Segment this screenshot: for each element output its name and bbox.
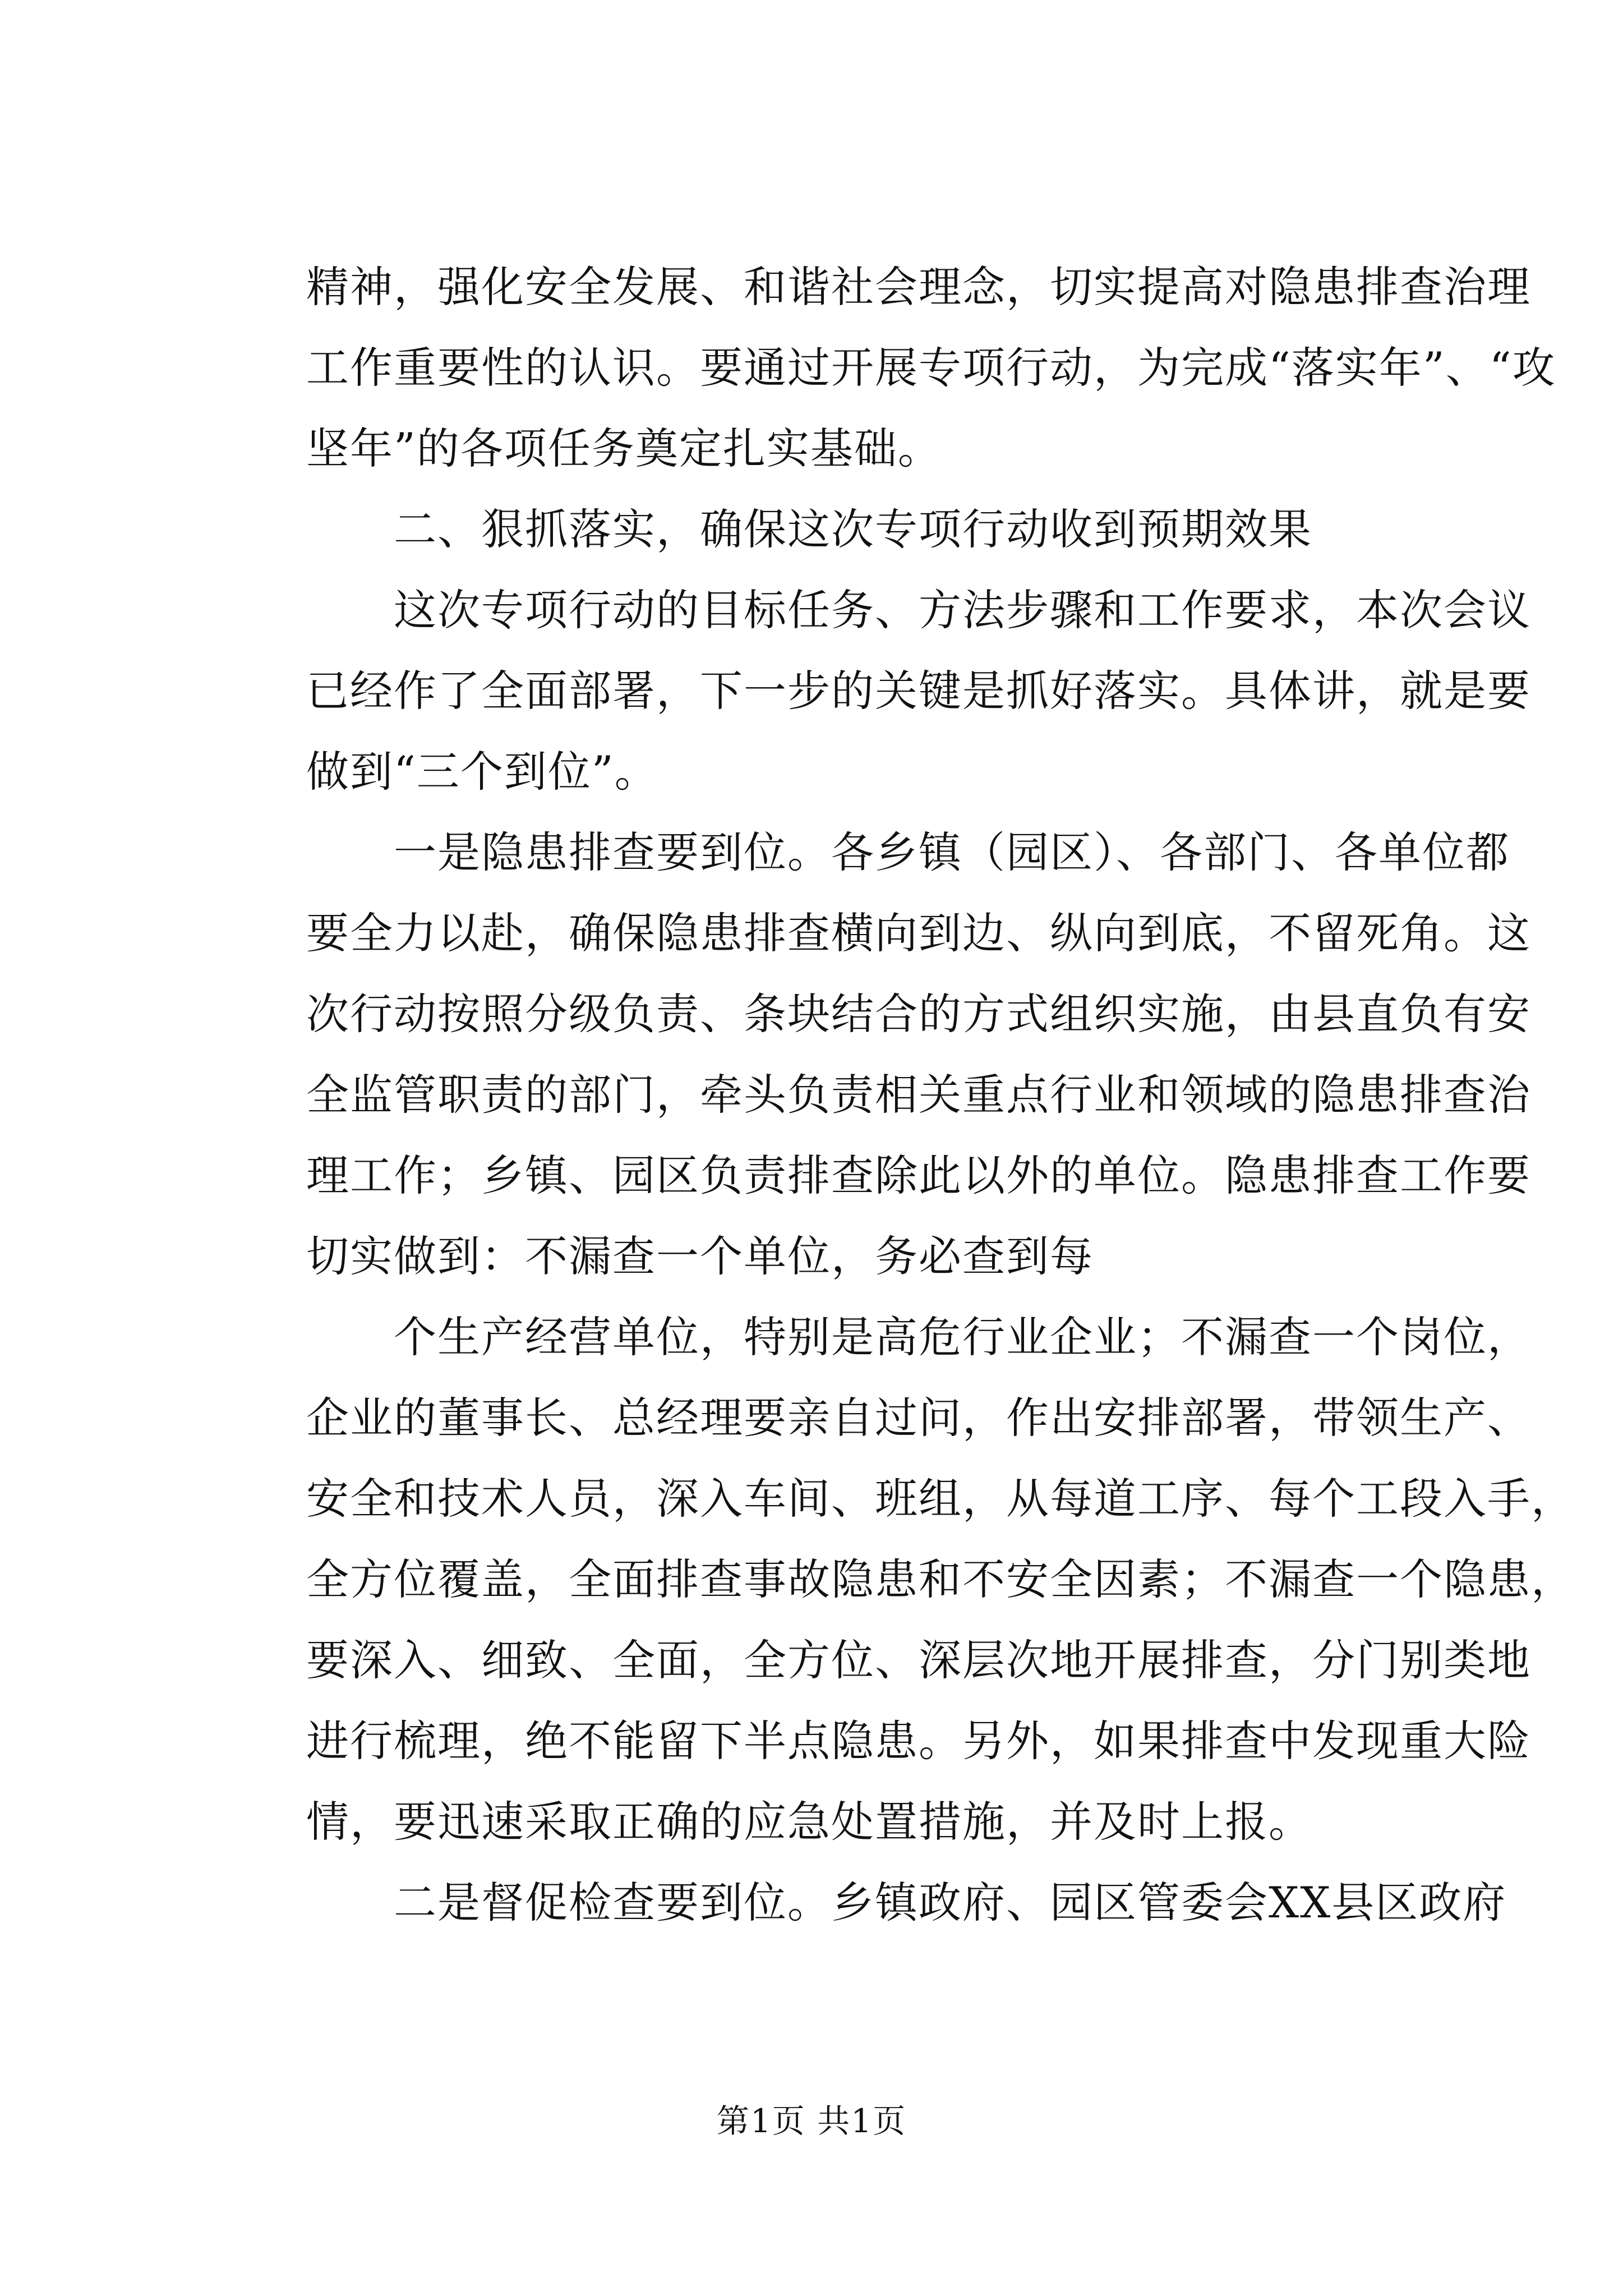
text-line: 已经作了全面部署，下一步的关键是抓好落实。具体讲，就是要 bbox=[306, 666, 1531, 716]
text-line: 全方位覆盖，全面排查事故隐患和不安全因素；不漏查一个隐患， bbox=[306, 1554, 1575, 1604]
text-line: 安全和技术人员，深入车间、班组，从每道工序、每个工段入手， bbox=[306, 1474, 1575, 1524]
section-heading: 二、狠抓落实，确保这次专项行动收到预期效果 bbox=[306, 504, 1312, 554]
text-line: 做到“三个到位”。 bbox=[306, 747, 658, 797]
text-line: 个生产经营单位，特别是高危行业企业；不漏查一个岗位， bbox=[306, 1312, 1531, 1362]
text-line: 切实做到：不漏查一个单位，务必查到每 bbox=[306, 1231, 1094, 1281]
body-text bbox=[306, 247, 1575, 1943]
text-line: 二是督促检查要到位。乡镇政府、园区管委会XX县区政府 bbox=[306, 1878, 1507, 1927]
text-line: 次行动按照分级负责、条块结合的方式组织实施，由县直负有安 bbox=[306, 989, 1531, 1039]
text-line: 全监管职责的部门，牵头负责相关重点行业和领域的隐患排查治 bbox=[306, 1070, 1531, 1120]
text-line: 坚年”的各项任务奠定扎实基础。 bbox=[306, 424, 942, 473]
text-line: 企业的董事长、总经理要亲自过问，作出安排部署，带领生产、 bbox=[306, 1393, 1531, 1443]
text-line: 工作重要性的认识。要通过开展专项行动，为完成“落实年”、“攻 bbox=[306, 343, 1556, 393]
text-line: 情，要迅速采取正确的应急处置措施，并及时上报。 bbox=[306, 1797, 1312, 1847]
text-line: 理工作；乡镇、园区负责排查除此以外的单位。隐患排查工作要 bbox=[306, 1151, 1531, 1200]
page-footer: 第1页 共1页 bbox=[716, 2102, 907, 2140]
text-line: 要全力以赴，确保隐患排查横向到边、纵向到底，不留死角。这 bbox=[306, 908, 1531, 958]
text-line: 一是隐患排查要到位。各乡镇（园区）、各部门、各单位都 bbox=[306, 827, 1510, 877]
text-line: 进行梳理，绝不能留下半点隐患。另外，如果排查中发现重大险 bbox=[306, 1716, 1531, 1766]
text-line: 要深入、细致、全面，全方位、深层次地开展排查，分门别类地 bbox=[306, 1635, 1531, 1685]
text-line: 这次专项行动的目标任务、方法步骤和工作要求，本次会议 bbox=[306, 585, 1531, 635]
text-line: 精神，强化安全发展、和谐社会理念，切实提高对隐患排查治理 bbox=[306, 262, 1531, 312]
